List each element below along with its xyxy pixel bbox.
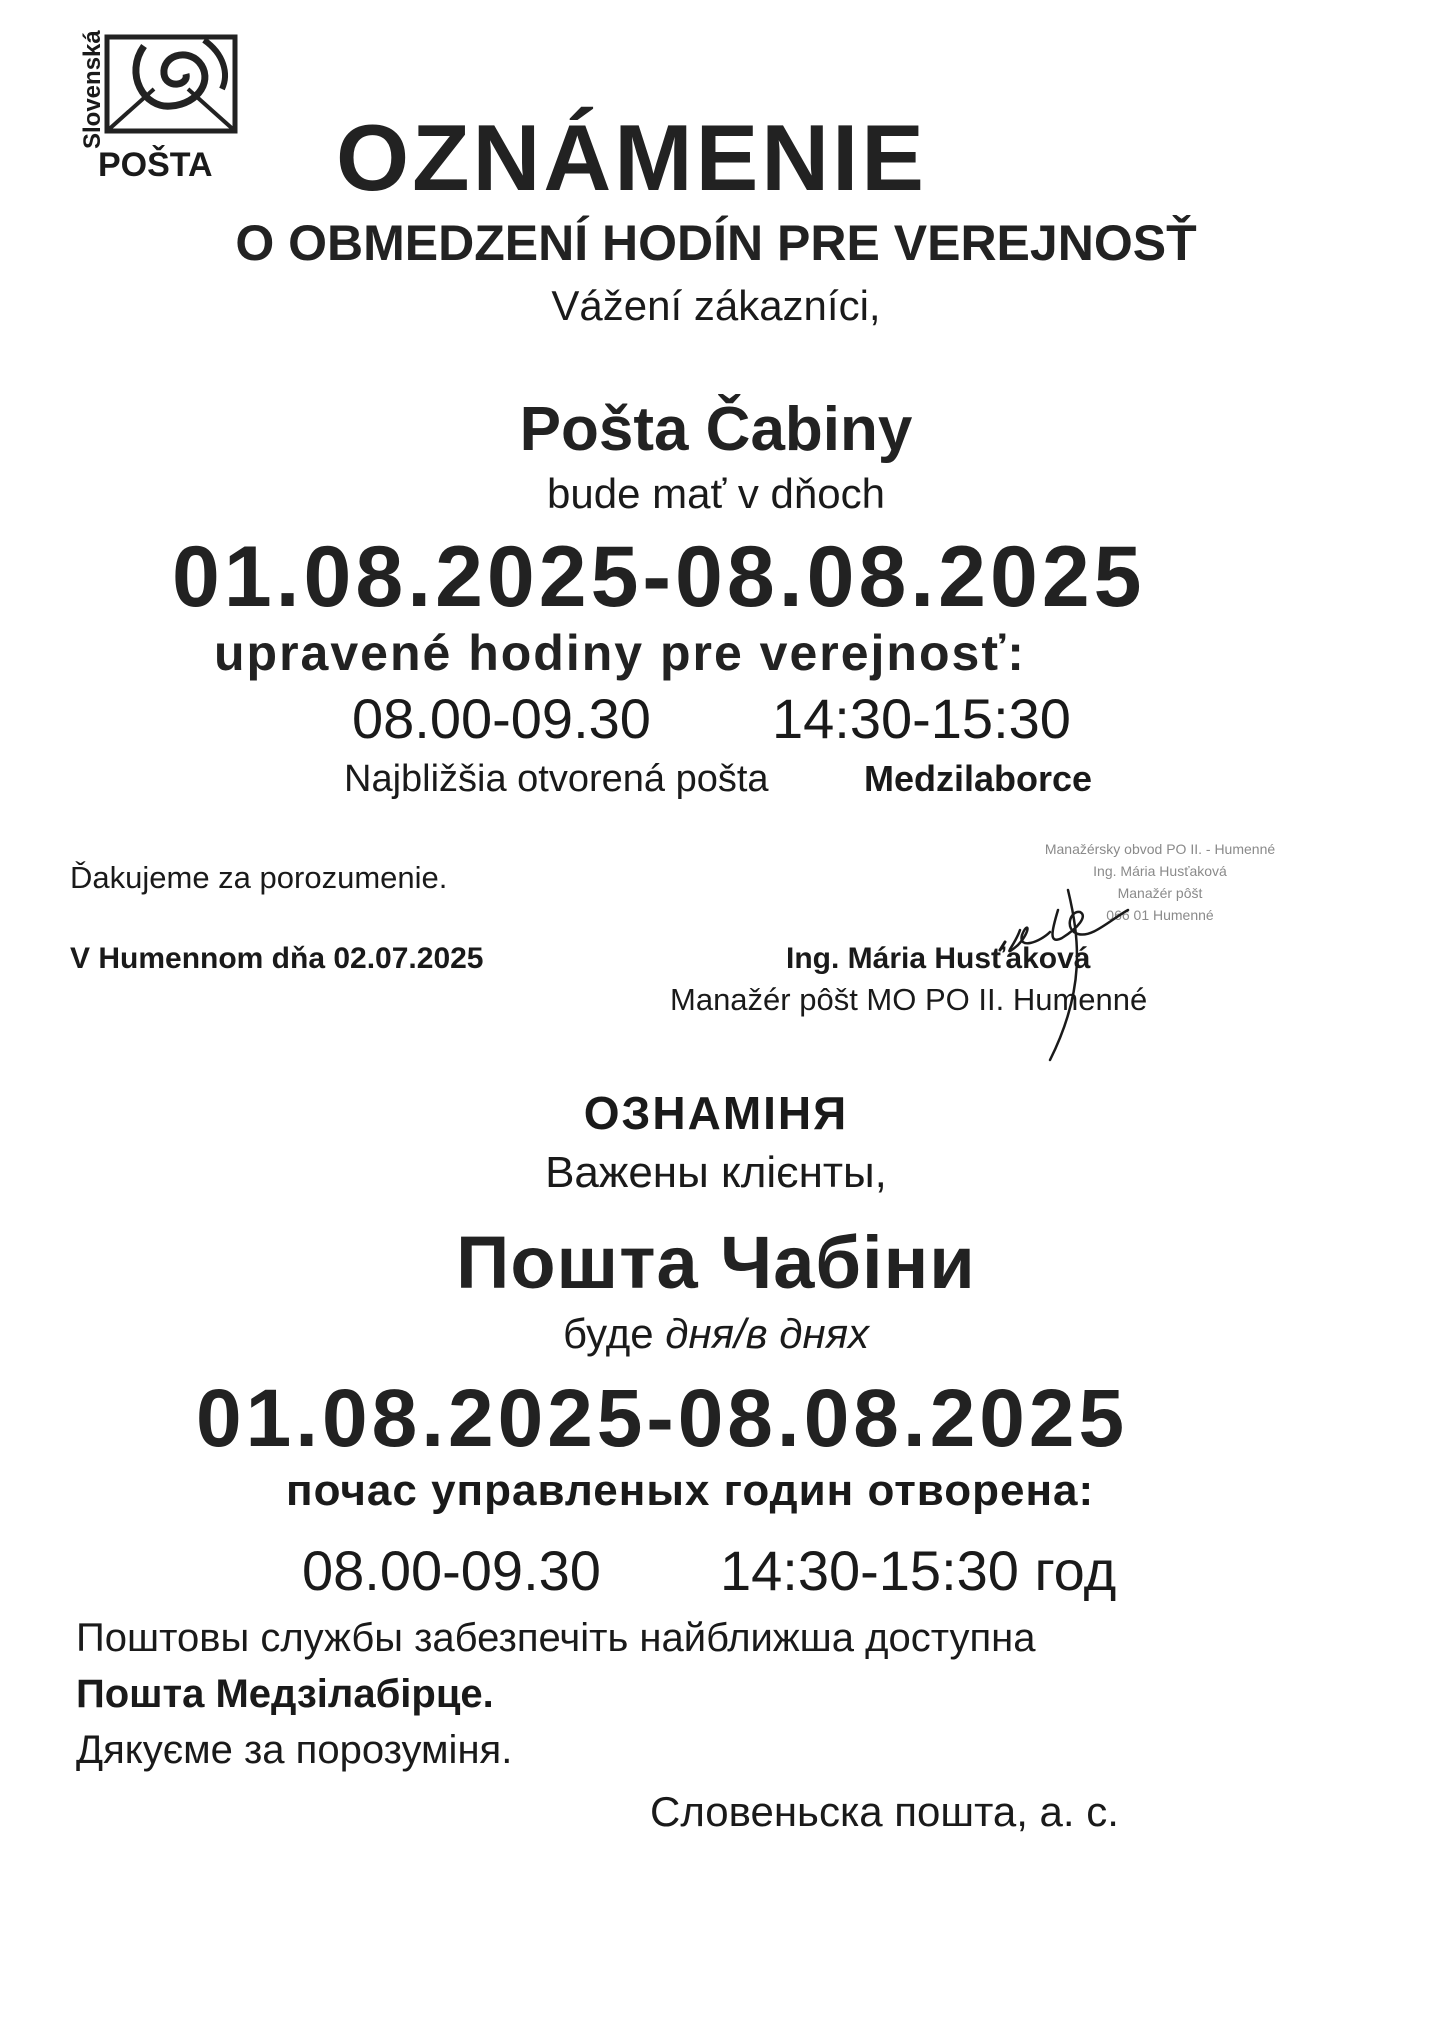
will-plain: буде xyxy=(562,1310,666,1357)
services-text-rusyn: Поштовы службы забезпечіть найближша доступна xyxy=(76,1616,1036,1660)
nearest-office-label: Najbližšia otvorená pošta xyxy=(344,758,769,800)
thanks-text: Ďakujeme za porozumenie. xyxy=(70,860,448,895)
logo-wordmark-top: Slovenská xyxy=(79,30,106,149)
company-name-rusyn: Словеньска пошта, а. с. xyxy=(650,1788,1119,1835)
adjusted-hours-heading: upravené hodiny pre verejnosť: xyxy=(214,625,1026,681)
notice-title: OZNÁMENIE xyxy=(336,105,927,210)
stamp-line: 066 01 Humenné xyxy=(1106,907,1214,923)
will-have-text-rusyn xyxy=(0,1310,1432,1358)
stamp-line: Manažérsky obvod PO II. - Humenné xyxy=(1044,841,1276,857)
greeting-rusyn: Важены клієнты, xyxy=(545,1148,887,1197)
date-range-rusyn: 01.08.2025-08.08.2025 xyxy=(196,1373,1129,1464)
hours-morning: 08.00-09.30 xyxy=(352,687,651,750)
notice-title-rusyn: ОЗНАМІНЯ xyxy=(583,1087,849,1139)
will-italic: дня/в днях xyxy=(665,1310,870,1357)
notice-subtitle: O OBMEDZENÍ HODÍN PRE VEREJNOSŤ xyxy=(235,215,1197,271)
posthorn-envelope-icon xyxy=(104,34,238,134)
signer-name: Ing. Mária Husťaková xyxy=(786,942,1091,975)
hours-afternoon-rusyn: 14:30-15:30 год xyxy=(720,1539,1117,1602)
place-and-date: V Humennom dňa 02.07.2025 xyxy=(70,942,484,975)
post-office-name: Pošta Čabiny xyxy=(519,395,913,464)
will-have-text: bude mať v dňoch xyxy=(547,470,885,517)
nearest-office-name-rusyn: Пошта Медзілабірце. xyxy=(76,1672,494,1716)
nearest-office-name: Medzilaborce xyxy=(864,758,1093,799)
adjusted-hours-heading-rusyn: почас управленых годин отворена: xyxy=(286,1466,1095,1515)
greeting: Vážení zákazníci, xyxy=(551,282,881,329)
stamp-line: Manažér pôšt xyxy=(1117,885,1203,901)
date-range: 01.08.2025-08.08.2025 xyxy=(172,529,1146,625)
logo-wordmark: POŠTA xyxy=(98,146,213,184)
signer-role: Manažér pôšt MO PO II. Humenné xyxy=(670,982,1148,1017)
stamp-line: Ing. Mária Husťaková xyxy=(1093,863,1227,879)
thanks-text-rusyn: Дякуєме за порозуміня. xyxy=(76,1728,513,1772)
hours-morning-rusyn: 08.00-09.30 xyxy=(302,1539,601,1602)
hours-afternoon: 14:30-15:30 xyxy=(772,687,1071,750)
post-office-name-rusyn: Пошта Чабіни xyxy=(456,1221,976,1304)
